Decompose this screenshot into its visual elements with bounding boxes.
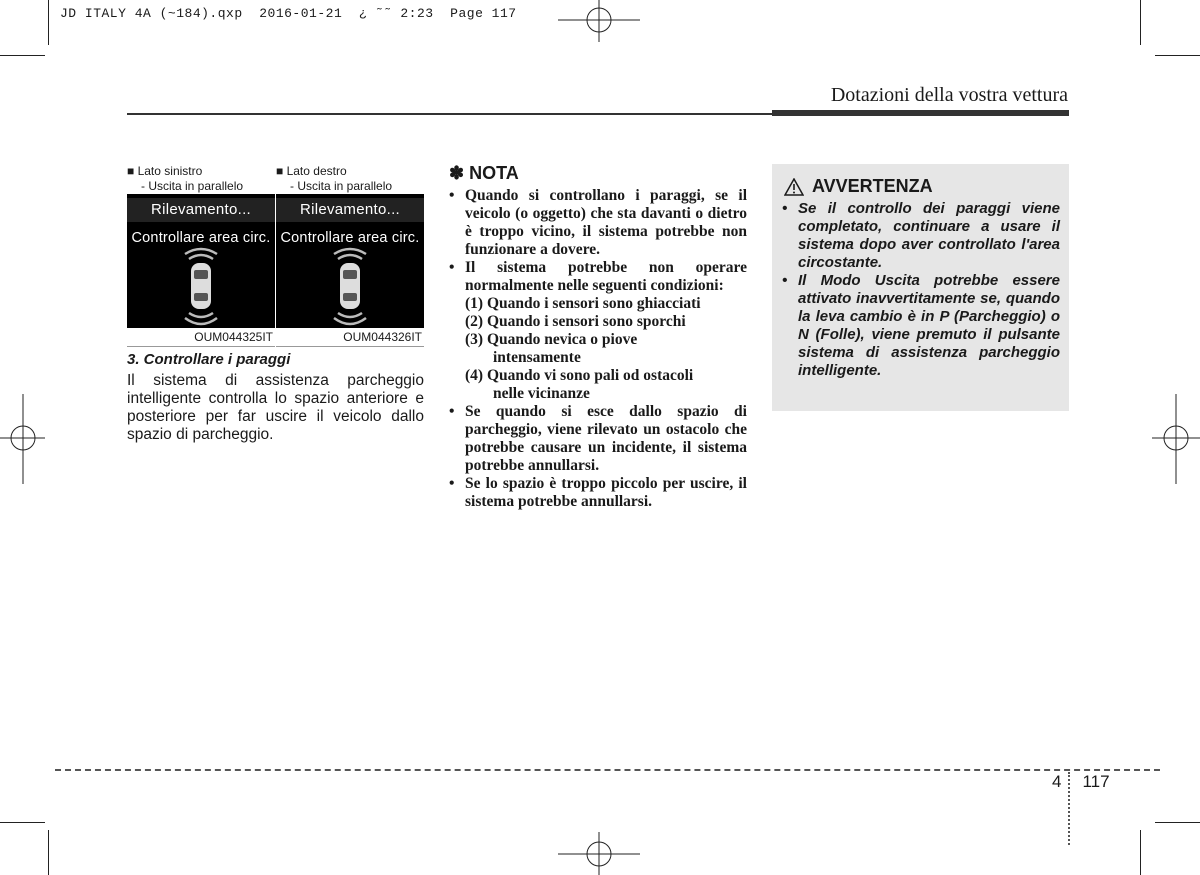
title-rule (127, 113, 772, 115)
step-text: Il sistema di assistenza parcheggio intelligente controlla lo spazio anteriore e posteriore per far uscire il veicolo dallo spazio di parcheggio. (127, 372, 424, 443)
crop-mark (1155, 55, 1200, 56)
crop-mark (0, 55, 45, 56)
sub-item-text: (3) Quando nevica o piove (465, 331, 638, 348)
step-heading: 3. Controllare i paraggi (127, 351, 291, 368)
figure-left-panel (127, 164, 275, 347)
list-item: • Se il controllo dei paraggi viene completato, continuare a usare il sistema dopo aver controllato l'area circostante. (782, 200, 1060, 272)
car-sensor-icon (328, 246, 372, 328)
panel-sublabel: - Uscita in parallelo (290, 178, 393, 193)
chapter-number: 4 (1052, 772, 1062, 791)
screen-status-text: Rilevamento... (276, 198, 424, 222)
crop-mark (48, 0, 49, 45)
sub-item-continuation: nelle vicinanze (493, 385, 590, 402)
registration-mark-icon (558, 832, 640, 875)
print-file-info: JD ITALY 4A (~184).qxp 2016-01-21 ¿ ˜˜ 2:23 Page 117 (60, 6, 517, 21)
footer-dashed-line (55, 769, 1160, 771)
panel-caption (276, 164, 424, 194)
registration-mark-icon (0, 394, 45, 484)
warning-header (784, 176, 933, 197)
list-item: • Se lo spazio è troppo piccolo per uscire, il sistema potrebbe annullarsi. (449, 475, 747, 511)
sub-item-continuation: intensamente (493, 349, 581, 366)
display-screen (127, 194, 275, 328)
crop-mark (1140, 0, 1141, 45)
panel-label: ■ Lato destro (276, 164, 347, 178)
list-item (449, 259, 747, 403)
registration-mark-icon (558, 0, 640, 42)
sub-item (465, 331, 747, 367)
title-bar (772, 110, 1069, 116)
page-number (1052, 772, 1110, 792)
warning-triangle-icon (784, 178, 804, 196)
panel-label: ■ Lato sinistro (127, 164, 203, 178)
sub-item (465, 367, 747, 403)
list-item-text: • Il sistema potrebbe non operare normalmente nelle seguenti condizioni: (465, 259, 747, 294)
sub-item: (2) Quando i sensori sono sporchi (465, 313, 686, 330)
nota-list (449, 187, 747, 511)
crop-mark (1155, 822, 1200, 823)
figure-right-panel (276, 164, 424, 347)
registration-mark-icon (1152, 394, 1200, 484)
figure-code: OUM044326IT (276, 328, 424, 347)
warning-box (772, 164, 1069, 411)
screen-status-text: Rilevamento... (127, 198, 275, 222)
sub-item: (1) Quando i sensori sono ghiacciati (465, 295, 701, 312)
crop-mark (1140, 830, 1141, 875)
list-item: • Se quando si esce dallo spazio di parcheggio, viene rilevato un ostacolo che potrebbe causare un incidente, il sistema potrebbe annullarsi. (449, 403, 747, 475)
panel-sublabel: - Uscita in parallelo (141, 178, 244, 193)
section-title: Dotazioni della vostra vettura (830, 84, 1068, 106)
car-sensor-icon (179, 246, 223, 328)
sub-item-text: (4) Quando vi sono pali od ostacoli (465, 367, 694, 384)
crop-mark (0, 822, 45, 823)
screen-message-text: Controllare area circ. (280, 230, 420, 246)
warning-heading: AVVERTENZA (812, 176, 933, 196)
page-number-value: 117 (1082, 772, 1110, 791)
panel-caption (127, 164, 275, 194)
list-item: • Quando si controllano i paraggi, se il veicolo (o oggetto) che sta davanti o dietro è troppo vicino, il sistema potrebbe non funzionare a dovere. (449, 187, 747, 259)
screen-message-text: Controllare area circ. (131, 230, 271, 246)
crop-mark (48, 830, 49, 875)
nota-heading: ✽ NOTA (449, 163, 519, 183)
display-screen (276, 194, 424, 328)
list-item: • Il Modo Uscita potrebbe essere attivato inavvertitamente se, quando la leva cambio è in P (Parcheggio) o N (Folle), viene premuto il pulsante sistema di assistenza parcheggio intelligente. (782, 272, 1060, 380)
warning-list (782, 200, 1060, 380)
figure-code: OUM044325IT (127, 328, 275, 347)
